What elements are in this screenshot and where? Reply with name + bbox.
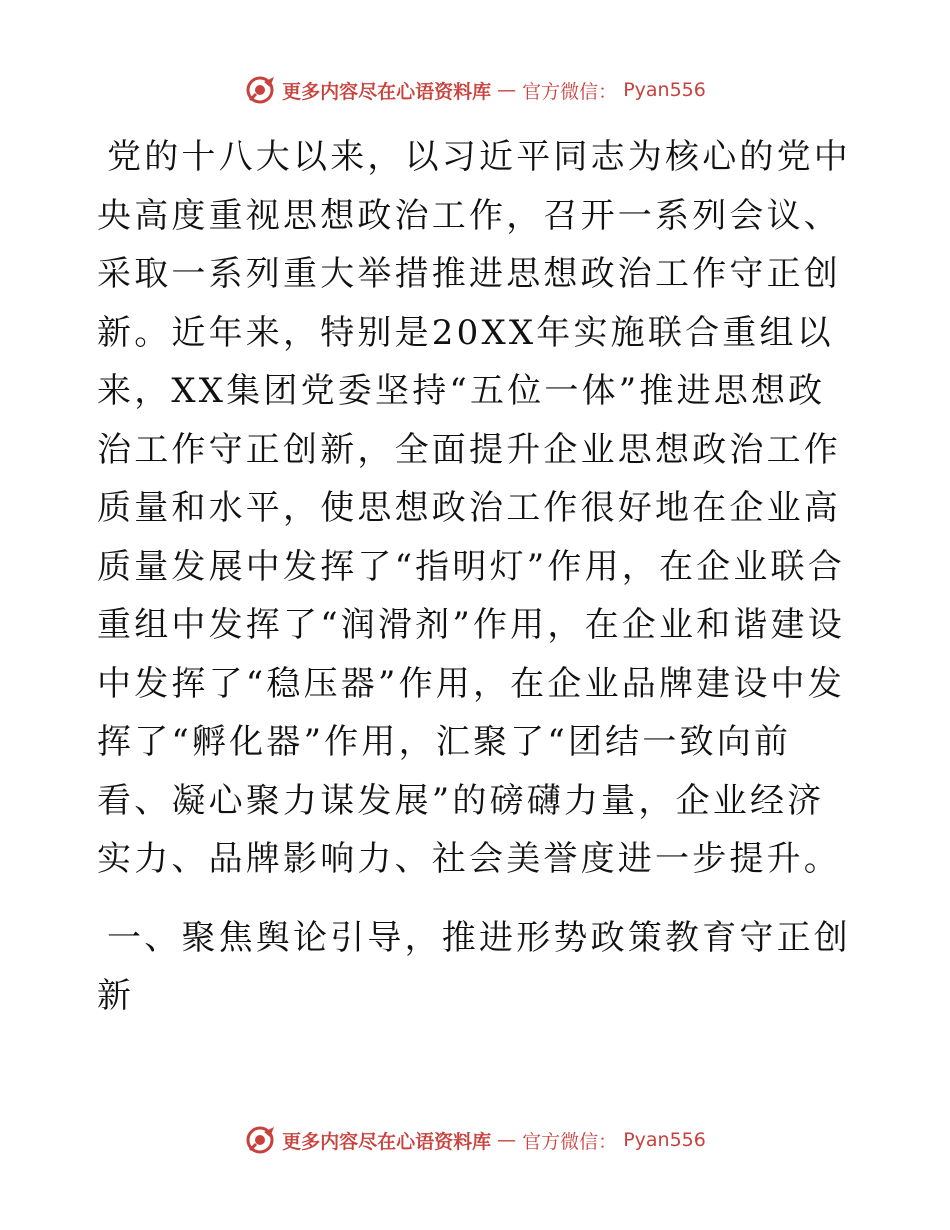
banner-wechat-label: 官方微信： [522, 80, 618, 103]
banner-wechat-id: Pyan556 [623, 1129, 706, 1151]
banner-dash: — [497, 79, 517, 101]
body-paragraph: 党的十八大以来，以习近平同志为核心的党中央高度重视思想政治工作，召开一系列会议、采取一系列重大举措推进思想政治工作守正创新。近年来，特别是20XX年实施联合重组以来，XX集团党委坚持“五位一体”推进思想政治工作守正创新，全面提升企业思想政治工作质量和水平，使思想政治工作很好地在企业高质量发展中发挥了“指明灯”作用，在企业联合重组中发挥了“润滑剂”作用，在企业和谐建设中发挥了“稳压器”作用，在企业品牌建设中发挥了“孵化器”作用，汇聚了“团结一致向前看、凝心聚力谋发展”的磅礴力量，企业经济实力、品牌影响力、社会美誉度进一步提升。 [97, 137, 851, 879]
document-body [97, 128, 853, 1026]
header-banner [0, 74, 950, 106]
quill-seal-icon [244, 74, 276, 106]
section-heading: 一、聚焦舆论引导，推进形势政策教育守正创新 [97, 917, 851, 1016]
quill-seal-icon [244, 1124, 276, 1156]
banner-brand: 更多内容尽在心语资料库 [282, 80, 492, 103]
footer-banner [0, 1124, 950, 1156]
banner-brand: 更多内容尽在心语资料库 [282, 1130, 492, 1153]
banner-wechat-label: 官方微信： [522, 1130, 618, 1153]
banner-dash: — [497, 1129, 517, 1151]
banner-wechat-id: Pyan556 [623, 79, 706, 101]
